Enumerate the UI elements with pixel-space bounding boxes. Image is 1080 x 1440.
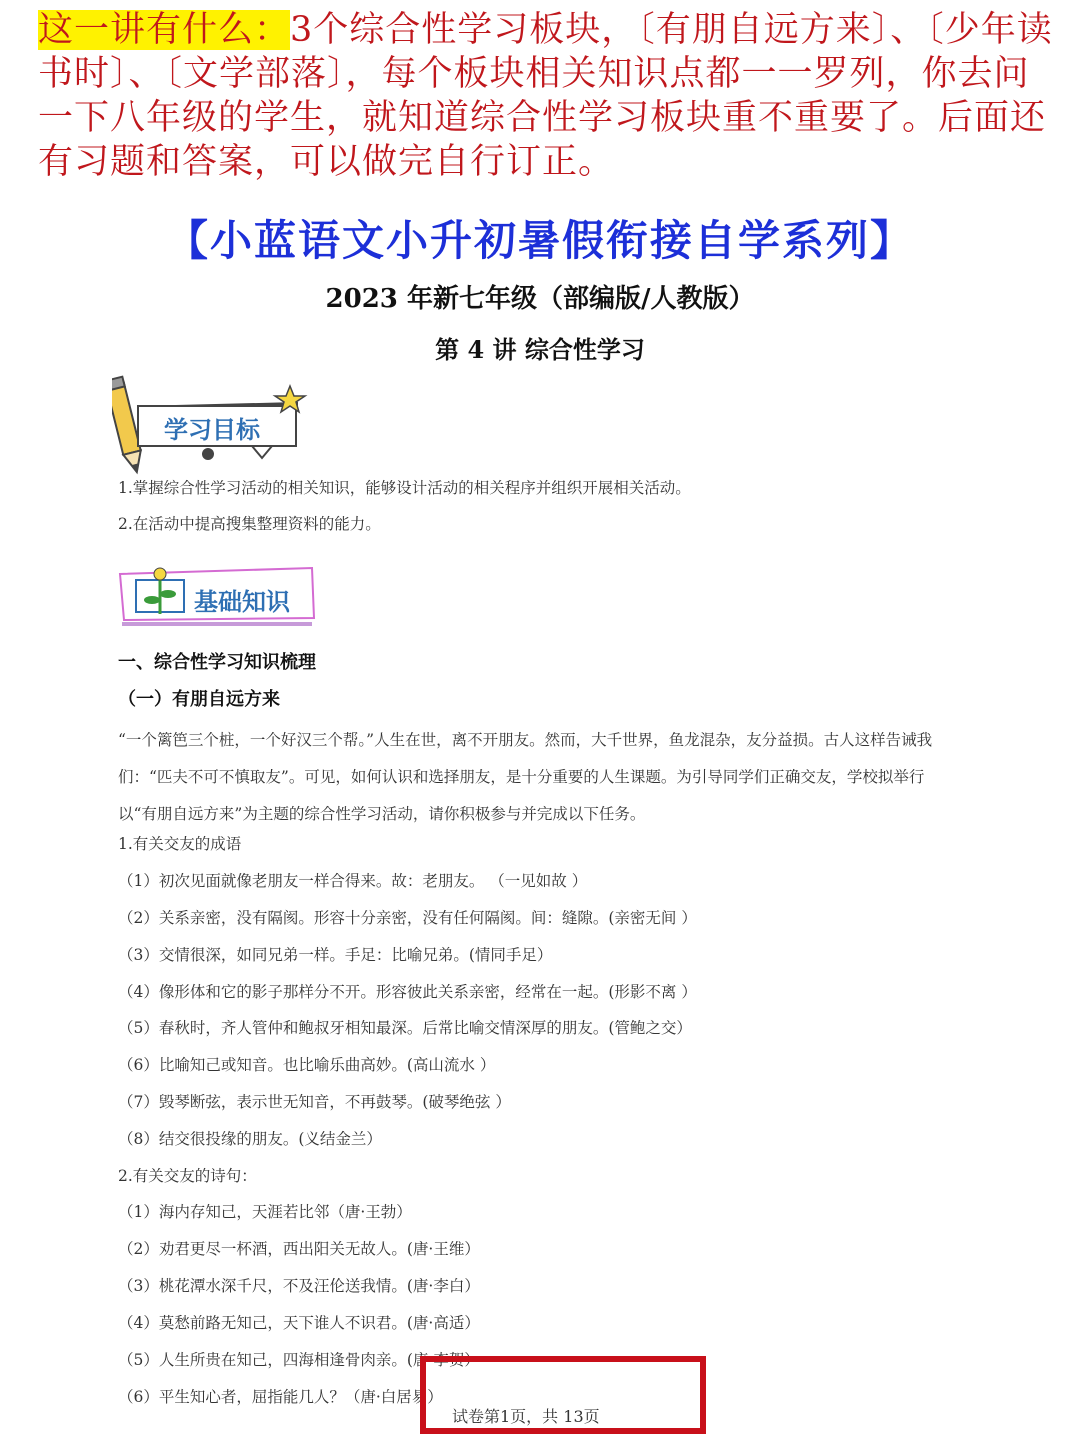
idiom-item: （8）结交很投缘的朋友。(义结金兰）: [118, 1130, 382, 1148]
poem-item: （5）人生所贵在知己，四海相逢骨肉亲。(唐·李贺）: [118, 1351, 480, 1369]
section-heading: 一、综合性学习知识梳理: [118, 652, 316, 673]
goal-1: 1.掌握综合性学习活动的相关知识，能够设计活动的相关程序并组织开展相关活动。: [118, 479, 691, 497]
idiom-item: （1）初次见面就像老朋友一样合得来。故：老朋友。 （一见如故 ）: [118, 872, 588, 890]
poem-item: （4）莫愁前路无知己，天下谁人不识君。(唐·高适）: [118, 1314, 480, 1332]
lesson-title: 第 4 讲 综合性学习: [435, 335, 645, 364]
idioms-heading: 1.有关交友的成语: [118, 835, 242, 853]
series-title: 【小蓝语文小升初暑假衔接自学系列】: [165, 216, 914, 265]
idiom-item: （5）春秋时，齐人管仲和鲍叔牙相知最深。后常比喻交情深厚的朋友。(管鲍之交）: [118, 1019, 692, 1037]
page-footer: 试卷第1页，共 13页: [452, 1407, 600, 1426]
goal-badge: [112, 372, 312, 484]
intro-text: 3个综合性学习板块，〔有朋自远方来〕、〔少年读书时〕、〔文学部落〕，每个板块相关知识点都一一罗列，你去问一下八年级的学生，就知道综合性学习板块重不重要了。后面还有习题和答案，可以做完自行订正。: [38, 10, 1053, 182]
idiom-item: （2）关系亲密，没有隔阂。形容十分亲密，没有任何隔阂。间：缝隙。(亲密无间 ）: [118, 909, 697, 927]
idiom-item: （6）比喻知己或知音。也比喻乐曲高妙。(高山流水 ）: [118, 1056, 496, 1074]
intro-highlight: 这一讲有什么：: [38, 10, 291, 50]
goal-badge-label: 学习目标: [164, 416, 260, 444]
grade-title: 2023 年新七年级（部编版/人教版）: [325, 284, 755, 314]
idiom-item: （7）毁琴断弦，表示世无知音，不再鼓琴。(破琴绝弦 ）: [118, 1093, 511, 1111]
poems-heading: 2.有关交友的诗句：: [118, 1167, 257, 1185]
poem-item: （6）平生知心者，屈指能几人？（唐·白居易）: [118, 1388, 443, 1406]
poem-item: （2）劝君更尽一杯酒，西出阳关无故人。(唐·王维）: [118, 1240, 480, 1258]
intro-note: [38, 8, 1058, 184]
idiom-item: （3）交情很深，如同兄弟一样。手足：比喻兄弟。(情同手足）: [118, 946, 553, 964]
poem-item: （1）海内存知己，天涯若比邻（唐·王勃）: [118, 1203, 412, 1221]
basics-badge: [116, 564, 320, 634]
subsection-heading: （一）有朋自远方来: [118, 689, 280, 710]
goal-2: 2.在活动中提高搜集整理资料的能力。: [118, 515, 381, 533]
basics-badge-label: 基础知识: [194, 588, 290, 616]
idiom-item: （4）像形体和它的影子那样分不开。形容彼此关系亲密，经常在一起。(形影不离 ）: [118, 983, 697, 1001]
poem-item: （3）桃花潭水深千尺，不及汪伦送我情。(唐·李白）: [118, 1277, 480, 1295]
intro-paragraph: “一个篱笆三个桩，一个好汉三个帮。”人生在世，离不开朋友。然而，大千世界，鱼龙混杂，友分益损。古人这样告诫我们：“匹夫不可不慎取友”。可见，如何认识和选择朋友，是十分重要的人生课题。为引导同学们正确交友，学校拟举行以“有朋自远方来”为主题的综合性学习活动，请你积极参与并完成以下任务。: [118, 731, 933, 823]
